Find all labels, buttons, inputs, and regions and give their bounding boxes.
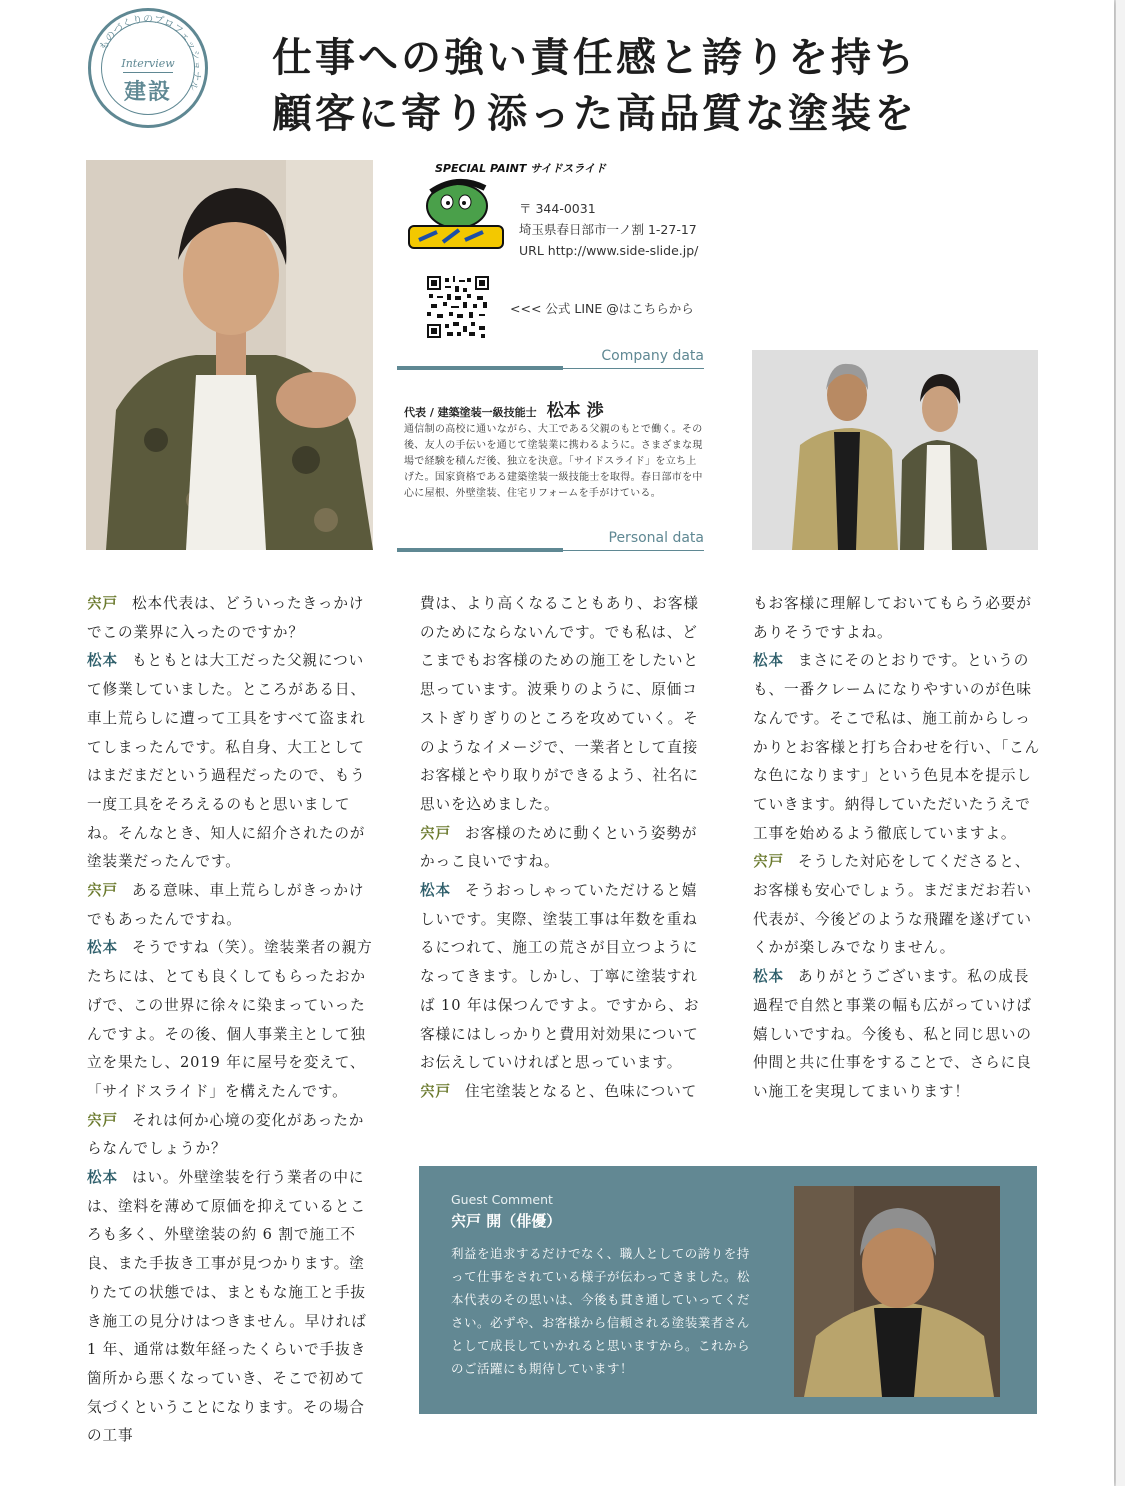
- interview-column-2: [420, 590, 708, 1107]
- speaker-label: 宍戸: [420, 824, 451, 842]
- paragraph-text: ある意味、車上荒らしがきっかけでもあったんですね。: [87, 882, 365, 928]
- paragraph-text: もお客様に理解しておいてもらう必要がありそうですよね。: [753, 595, 1032, 641]
- speaker-label: 松本: [87, 652, 118, 670]
- representative-name: 松本 渉: [546, 401, 604, 421]
- representative-heading: [404, 396, 604, 421]
- paragraph-text: ありがとうございます。私の成長過程で自然と事業の幅も広がっていけば嬉しいですね。今後も、私と同じ思いの仲間と共に仕事をすることで、さらに良い施工を実現してまいります！: [753, 968, 1032, 1100]
- interview-seal: [88, 8, 208, 128]
- guest-comment-text: 利益を追求するだけでなく、職人としての誇りを持って仕事をされている様子が伝わってきました。松本代表のその思いは、今後も貫き通していってください。必ずや、お客様から信頼される塗装業者さんとして成長していかれると思いますから。これからのご活躍にも期待しています！: [451, 1246, 751, 1376]
- speaker-label: 宍戸: [87, 882, 118, 900]
- interview-column-1: [87, 590, 375, 1451]
- company-address-block: [519, 198, 698, 261]
- portrait-photo: [86, 160, 373, 550]
- speaker-label: 松本: [420, 882, 451, 900]
- svg-text:ものづくりのプロフェッショナル: ものづくりのプロフェッショナル: [97, 13, 203, 93]
- speaker-label: 宍戸: [87, 1111, 118, 1129]
- headline-line-2: 顧客に寄り添った高品質な塗装を: [272, 90, 917, 137]
- paragraph-text: お客様のために動くという姿勢がかっこ良いですね。: [420, 824, 698, 871]
- website-url[interactable]: URL http://www.side-slide.jp/: [519, 243, 699, 258]
- postal-code: 〒 344-0031: [519, 201, 596, 216]
- speaker-label: 宍戸: [420, 1082, 451, 1100]
- line-official-text: <<< 公式 LINE @はこちらから: [510, 301, 694, 316]
- guest-photo: [794, 1186, 1000, 1397]
- interview-paragraph: [753, 848, 1041, 963]
- line-qr-code[interactable]: [427, 276, 489, 338]
- paragraph-text: 費は、より高くなることもあり、お客様のためにならないんです。でも私は、どこまでもお客様のための施工をしたいと思っています。波乗りのように、原価コストぎりぎりのところを攻めていく。そのようなイメージで、一業者として直接お客様とやり取りができるよう、社名に思いを込めました。: [420, 595, 699, 813]
- speaker-label: 宍戸: [753, 853, 784, 871]
- representative-bio: 通信制の高校に通いながら、大工である父親のもとで働く。その後、友人の手伝いを通じて塗装業に携わるように。さまざまな現場で経験を積んだ後、独立を決意。「サイドスライド」を立ち上げた。国家資格である建築塗装一級技能士を取得。春日部市を中心に屋根、外壁塗装、住宅リフォームを手がけている。: [404, 424, 703, 499]
- interview-paragraph: [87, 1107, 375, 1164]
- interview-paragraph: [420, 590, 708, 820]
- interview-paragraph: [753, 647, 1041, 848]
- personal-data-label: Personal data: [608, 530, 704, 546]
- headline: [272, 30, 917, 142]
- scrollbar[interactable]: [1116, 0, 1125, 1486]
- duo-photo: [752, 350, 1038, 550]
- guest-comment-label: Guest Comment: [451, 1192, 553, 1207]
- interview-paragraph: [420, 820, 708, 877]
- paragraph-text: そうした対応をしてくださると、お客様も安心でしょう。まだまだお若い代表が、今後どのような飛躍を遂げていくかが楽しみでなりません。: [753, 853, 1032, 957]
- speaker-label: 松本: [753, 968, 784, 986]
- paragraph-text: そうおっしゃっていただけると嬉しいです。実際、塗装工事は年数を重ねるにつれて、施工の荒さが目立つようになってきます。しかし、丁寧に塗装すれば 10 年は保つんですよ。ですから、お客様にはしっかりと費用対効果についてお伝えしていければと思っています。: [420, 882, 700, 1072]
- paragraph-text: 住宅塗装となると、色味について: [465, 1082, 698, 1100]
- paragraph-text: 松本代表は、どういったきっかけでこの業界に入ったのですか？: [87, 595, 365, 641]
- interview-paragraph: [87, 647, 375, 877]
- personal-divider-accent: [397, 548, 563, 552]
- interview-column-3: [753, 590, 1041, 1107]
- seal-divider: [123, 72, 173, 73]
- interview-paragraph: [87, 590, 375, 647]
- speaker-label: 松本: [87, 1169, 118, 1187]
- interview-paragraph: [420, 877, 708, 1078]
- interview-paragraph: [87, 1164, 375, 1451]
- paragraph-text: それは何か心境の変化があったからなんでしょうか？: [87, 1111, 365, 1158]
- guest-name: 宍戸 開（俳優）: [451, 1212, 562, 1230]
- speaker-label: 宍戸: [87, 595, 118, 612]
- interview-paragraph: [753, 590, 1041, 647]
- address: 埼玉県春日部市一ノ割 1-27-17: [519, 222, 697, 237]
- headline-line-1: 仕事への強い責任感と誇りを持ち: [272, 34, 917, 81]
- paragraph-text: もともとは大工だった父親について修業していました。ところがある日、車上荒らしに遭って工具をすべて盗まれてしまったんです。私自身、大工としてはまだまだという過程だったので、もう一度工具をそろえるのもと思いましてね。そんなとき、知人に紹介されたのが塗装業だったんです。: [87, 652, 366, 871]
- svg-text:SPECIAL PAINT サイドスライド: SPECIAL PAINT サイドスライド: [435, 162, 607, 175]
- paragraph-text: まさにそのとおりです。というのも、一番クレームになりやすいのが色味なんです。そこで私は、施工前からしっかりとお客様と打ち合わせを行い、「こんな色になります」という色見本を提示していきます。納得していただいたうえで工事を始めるよう徹底していますよ。: [753, 652, 1041, 842]
- speaker-label: 松本: [753, 652, 784, 670]
- interview-paragraph: [753, 963, 1041, 1107]
- representative-role: 代表 / 建築塗装一級技能士: [404, 406, 537, 419]
- seal-interview-label: Interview: [121, 57, 175, 70]
- interview-paragraph: [420, 1078, 708, 1107]
- paragraph-text: そうですね（笑）。塗装業者の親方たちには、とても良くしてもらったおかげで、この世界に徐々に染まっていったんですよ。その後、個人事業主として独立を果たし、2019 年に屋号を変えて、「サイドスライド」を構えたんです。: [87, 939, 373, 1100]
- company-divider-accent: [397, 366, 563, 370]
- paragraph-text: はい。外壁塗装を行う業者の中には、塗料を薄めて原価を抑えているところも多く、外壁塗装の約 6 割で施工不良、また手抜き工事が見つかります。塗りたての状態では、まともな施工と手抜き施工の見分けはつきません。早ければ 1 年、通常は数年経ったくらいで手抜き箇所から悪くなっていき、そこで初めて気づくということになります。その場合の工事: [87, 1169, 367, 1445]
- speaker-label: 松本: [87, 939, 118, 957]
- seal-category: 建設: [123, 79, 172, 105]
- company-data-label: Company data: [601, 348, 704, 364]
- interview-paragraph: [87, 877, 375, 934]
- interview-paragraph: [87, 934, 375, 1106]
